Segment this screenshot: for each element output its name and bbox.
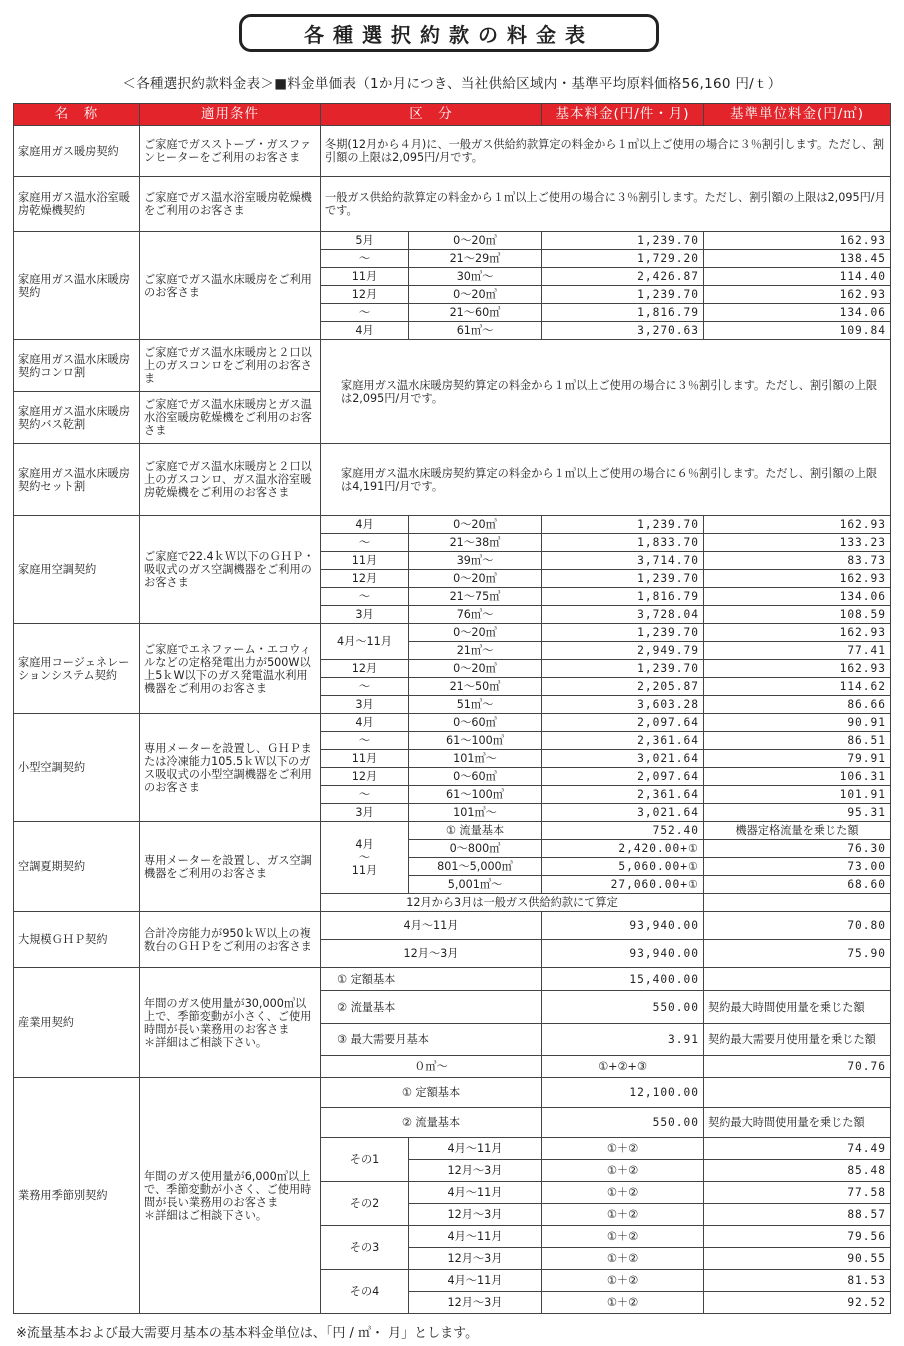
usage-range: 0～20㎥ [409, 516, 542, 534]
unit-fee: 162.93 [704, 232, 891, 250]
base-fee: 93,940.00 [542, 912, 704, 940]
unit-fee: 90.91 [704, 714, 891, 732]
unit-fee: 138.45 [704, 250, 891, 268]
contract-condition: 専用メーターを設置し、ＧＨＰまたは冷凍能力105.5ｋＷ以下のガス吸収式の小型空調機器をご利用のお客さま [140, 714, 321, 822]
table-row [14, 714, 891, 732]
unit-fee: 75.90 [704, 940, 891, 968]
base-fee: 3,021.64 [542, 804, 704, 822]
period-label: 5月 [321, 232, 409, 250]
base-fee: 1,239.70 [542, 232, 704, 250]
usage-range: 0～800㎥ [409, 840, 542, 858]
usage-range: 0～20㎥ [409, 660, 542, 678]
unit-fee: 162.93 [704, 624, 891, 642]
unit-fee: 70.80 [704, 912, 891, 940]
base-fee: ①＋② [542, 1292, 704, 1314]
period-label: 12月 [321, 286, 409, 304]
header-condition: 適用条件 [140, 104, 321, 126]
usage-range: 0～20㎥ [409, 624, 542, 642]
period-label: 4月～11月 [409, 1226, 542, 1248]
unit-fee: 86.51 [704, 732, 891, 750]
contract-name: 家庭用コージェネレーションシステム契約 [14, 624, 140, 714]
unit-fee: 70.76 [704, 1056, 891, 1078]
fee-item: ② 流量基本 [321, 1108, 542, 1138]
contract-name: 家庭用ガス温水床暖房契約バス乾割 [14, 392, 140, 444]
header-unit-fee: 基準単位料金(円/㎥) [704, 104, 891, 126]
base-fee: 1,239.70 [542, 286, 704, 304]
usage-range: 801～5,000㎥ [409, 858, 542, 876]
contract-condition: 合計冷房能力が950ｋＷ以上の複数台のＧＨＰをご利用のお客さま [140, 912, 321, 968]
usage-range: 39㎥～ [409, 552, 542, 570]
base-fee: 3,603.28 [542, 696, 704, 714]
period-label: 11月 [321, 552, 409, 570]
usage-range: 21㎥～ [409, 642, 542, 660]
season-group: その4 [321, 1270, 409, 1314]
period-label: 12月～3月 [409, 1160, 542, 1182]
unit-fee: 74.49 [704, 1138, 891, 1160]
period-label: 4月 [321, 714, 409, 732]
period-label: ～ [321, 732, 409, 750]
contract-condition: ご家庭でガス温水床暖房と２口以上のガスコンロ、ガス温水浴室暖房乾燥機をご利用のお客さま [140, 444, 321, 516]
winter-note: 12月から3月は一般ガス供給約款にて算定 [321, 894, 704, 912]
contract-name: 家庭用空調契約 [14, 516, 140, 624]
fee-item: ② 流量基本 [321, 991, 542, 1024]
contract-condition: ご家庭でエネファーム・エコウィルなどの定格発電出力が500W以上5ｋW以下のガス発電温水利用機器をご利用のお客さま [140, 624, 321, 714]
usage-range: 30㎥～ [409, 268, 542, 286]
unit-fee: 76.30 [704, 840, 891, 858]
period-label: ～ [321, 678, 409, 696]
unit-fee: 契約最大時間使用量を乗じた額 [704, 1108, 891, 1138]
base-fee: 5,060.00+① [542, 858, 704, 876]
table-row [14, 968, 891, 991]
usage-range: 61㎥～ [409, 322, 542, 340]
base-fee: ①＋② [542, 1270, 704, 1292]
unit-fee: 134.06 [704, 304, 891, 322]
empty-cell [704, 894, 891, 912]
period-label: 12月～3月 [409, 1204, 542, 1226]
usage-range: 21～50㎥ [409, 678, 542, 696]
base-fee: ①＋② [542, 1226, 704, 1248]
usage-range: 5,001㎥～ [409, 876, 542, 894]
unit-fee: 77.58 [704, 1182, 891, 1204]
period-end: 11月 [351, 864, 378, 877]
base-fee: ①＋② [542, 1248, 704, 1270]
period-label: ～ [321, 534, 409, 552]
unit-fee: 90.55 [704, 1248, 891, 1270]
header-name: 名 称 [14, 104, 140, 126]
contract-name: 家庭用ガス温水浴室暖房乾燥機契約 [14, 177, 140, 232]
usage-range: 21～60㎥ [409, 304, 542, 322]
contract-note: 家庭用ガス温水床暖房契約算定の料金から１㎥以上ご使用の場合に３％割引します。ただし、割引額の上限は2,095円/月です。 [321, 340, 891, 444]
table-row [14, 624, 891, 642]
unit-fee: 95.31 [704, 804, 891, 822]
unit-fee: 85.48 [704, 1160, 891, 1182]
table-row [14, 912, 891, 940]
usage-range: 101㎥～ [409, 804, 542, 822]
period-sep: ～ [358, 851, 371, 864]
base-fee: 2,420.00+① [542, 840, 704, 858]
period-label: 12月 [321, 570, 409, 588]
contract-condition: ご家庭でガスストーブ・ガスファンヒーターをご利用のお客さま [140, 126, 321, 177]
usage-range: 21～38㎥ [409, 534, 542, 552]
usage-range: ① 流量基本 [409, 822, 542, 840]
table-row [14, 232, 891, 250]
base-fee: 15,400.00 [542, 968, 704, 991]
header-category: 区 分 [321, 104, 542, 126]
unit-fee: 92.52 [704, 1292, 891, 1314]
contract-condition: ご家庭でガス温水浴室暖房乾燥機をご利用のお客さま [140, 177, 321, 232]
period-start: 4月 [355, 838, 374, 851]
contract-name: 小型空調契約 [14, 714, 140, 822]
unit-fee: 79.56 [704, 1226, 891, 1248]
unit-fee: 162.93 [704, 516, 891, 534]
table-row [14, 177, 891, 232]
base-fee: 2,205.87 [542, 678, 704, 696]
base-fee: 2,361.64 [542, 786, 704, 804]
usage-range: ０㎥～ [321, 1056, 542, 1078]
unit-fee: 契約最大時間使用量を乗じた額 [704, 991, 891, 1024]
table-row [14, 340, 891, 392]
contract-name: 大規模ＧＨＰ契約 [14, 912, 140, 968]
base-fee: ①+②+③ [542, 1056, 704, 1078]
unit-fee: 77.41 [704, 642, 891, 660]
unit-fee: 162.93 [704, 286, 891, 304]
table-row [14, 444, 891, 516]
contract-condition: 専用メーターを設置し、ガス空調機器をご利用のお客さま [140, 822, 321, 912]
base-fee: 2,097.64 [542, 714, 704, 732]
unit-fee: 109.84 [704, 322, 891, 340]
base-fee: 1,833.70 [542, 534, 704, 552]
unit-fee [704, 1078, 891, 1108]
contract-name: 家庭用ガス温水床暖房契約 [14, 232, 140, 340]
base-fee: 550.00 [542, 991, 704, 1024]
base-fee: 3,270.63 [542, 322, 704, 340]
table-row [14, 516, 891, 534]
unit-fee: 134.06 [704, 588, 891, 606]
unit-fee: 73.00 [704, 858, 891, 876]
contract-condition: 年間のガス使用量が6,000㎥以上で、季節変動が小さく、ご使用時間が長い業務用のお客さま ＊詳細はご相談下さい。 [140, 1078, 321, 1314]
table-row [14, 126, 891, 177]
unit-fee: 81.53 [704, 1270, 891, 1292]
base-fee: 1,729.20 [542, 250, 704, 268]
base-fee: 2,949.79 [542, 642, 704, 660]
base-fee: 2,097.64 [542, 768, 704, 786]
base-fee: 752.40 [542, 822, 704, 840]
period-label: 12月～3月 [409, 1248, 542, 1270]
contract-note: 冬期(12月から４月)に、一般ガス供給約款算定の料金から１㎥以上ご使用の場合に３％割引します。ただし、割引額の上限は2,095円/月です。 [321, 126, 891, 177]
period-label: 12月 [321, 660, 409, 678]
base-fee: 2,426.87 [542, 268, 704, 286]
base-fee: 3.91 [542, 1024, 704, 1056]
unit-fee: 162.93 [704, 570, 891, 588]
table-header-row [14, 104, 891, 126]
base-fee: ①＋② [542, 1138, 704, 1160]
base-fee: 12,100.00 [542, 1078, 704, 1108]
unit-fee: 86.66 [704, 696, 891, 714]
period-label: ～ [321, 304, 409, 322]
contract-name: 空調夏期契約 [14, 822, 140, 912]
usage-range: 0～20㎥ [409, 286, 542, 304]
base-fee: 2,361.64 [542, 732, 704, 750]
period-label: 4月 [321, 322, 409, 340]
period-label: 11月 [321, 268, 409, 286]
period-label: 3月 [321, 696, 409, 714]
unit-fee [704, 968, 891, 991]
base-fee: 1,239.70 [542, 624, 704, 642]
unit-fee: 108.59 [704, 606, 891, 624]
usage-range: 61～100㎥ [409, 732, 542, 750]
period-label: 4月～11月 [409, 1270, 542, 1292]
fee-item: ① 定額基本 [321, 968, 542, 991]
period-label: 4月～11月 [321, 912, 542, 940]
period-label: ～ [321, 786, 409, 804]
contract-note: 家庭用ガス温水床暖房契約算定の料金から１㎥以上ご使用の場合に６％割引します。ただし、割引額の上限は4,191円/月です。 [321, 444, 891, 516]
unit-fee: 79.91 [704, 750, 891, 768]
unit-fee: 88.57 [704, 1204, 891, 1226]
footnote: ※流量基本および最大需要月基本の基本料金単位は、「円 / ㎥・ 月」とします。 [16, 1326, 479, 1341]
unit-fee: 68.60 [704, 876, 891, 894]
base-fee: 550.00 [542, 1108, 704, 1138]
table-subtitle: ＜各種選択約款料金表＞■料金単価表（1か月につき、当社供給区域内・基準平均原料価格56,160 円/ｔ） [122, 76, 782, 92]
contract-name: 家庭用ガス温水床暖房契約コンロ割 [14, 340, 140, 392]
base-fee: 3,021.64 [542, 750, 704, 768]
header-base-fee: 基本料金(円/件・月) [542, 104, 704, 126]
base-fee: 3,714.70 [542, 552, 704, 570]
fee-item: ③ 最大需要月基本 [321, 1024, 542, 1056]
base-fee: ①＋② [542, 1160, 704, 1182]
season-group: その2 [321, 1182, 409, 1226]
usage-range: 76㎥～ [409, 606, 542, 624]
contract-condition: ご家庭でガス温水床暖房とガス温水浴室暖房乾燥機をご利用のお客さま [140, 392, 321, 444]
base-fee: 1,816.79 [542, 304, 704, 322]
period-label: 3月 [321, 606, 409, 624]
period-label: 12月 [321, 768, 409, 786]
period-label: ～ [321, 250, 409, 268]
base-fee: 27,060.00+① [542, 876, 704, 894]
period-label: 4月 [321, 516, 409, 534]
period-label: 11月 [321, 750, 409, 768]
contract-name: 産業用契約 [14, 968, 140, 1078]
contract-note: 一般ガス供給約款算定の料金から１㎥以上ご使用の場合に３％割引します。ただし、割引額の上限は2,095円/月です。 [321, 177, 891, 232]
usage-range: 61～100㎥ [409, 786, 542, 804]
contract-condition: ご家庭で22.4ｋＷ以下のＧＨＰ・吸収式のガス空調機器をご利用のお客さま [140, 516, 321, 624]
unit-fee: 機器定格流量を乗じた額 [704, 822, 891, 840]
period-label: 12月～3月 [321, 940, 542, 968]
unit-fee: 133.23 [704, 534, 891, 552]
usage-range: 0～20㎥ [409, 232, 542, 250]
unit-fee: 83.73 [704, 552, 891, 570]
usage-range: 21～29㎥ [409, 250, 542, 268]
period-label: 4月～11月 [409, 1182, 542, 1204]
base-fee: 1,239.70 [542, 660, 704, 678]
usage-range: 21～75㎥ [409, 588, 542, 606]
usage-range: 51㎥～ [409, 696, 542, 714]
contract-condition: 年間のガス使用量が30,000㎥以上で、季節変動が小さく、ご使用時間が長い業務用のお客さま ＊詳細はご相談下さい。 [140, 968, 321, 1078]
usage-range: 101㎥～ [409, 750, 542, 768]
table-row [14, 1078, 891, 1108]
base-fee: 1,816.79 [542, 588, 704, 606]
period-label: 4月～11月 [409, 1138, 542, 1160]
base-fee: ①＋② [542, 1204, 704, 1226]
base-fee: 1,239.70 [542, 570, 704, 588]
contract-name: 家庭用ガス温水床暖房契約セット割 [14, 444, 140, 516]
fee-item: ① 定額基本 [321, 1078, 542, 1108]
period-label [321, 822, 409, 894]
base-fee: 93,940.00 [542, 940, 704, 968]
unit-fee: 114.62 [704, 678, 891, 696]
unit-fee: 101.91 [704, 786, 891, 804]
usage-range: 0～60㎥ [409, 768, 542, 786]
base-fee: 1,239.70 [542, 516, 704, 534]
base-fee: ①＋② [542, 1182, 704, 1204]
period-label: ～ [321, 588, 409, 606]
season-group: その1 [321, 1138, 409, 1182]
base-fee: 3,728.04 [542, 606, 704, 624]
usage-range: 0～20㎥ [409, 570, 542, 588]
contract-name: 家庭用ガス暖房契約 [14, 126, 140, 177]
page-title: 各種選択約款の料金表 [239, 14, 659, 52]
rate-table [13, 103, 891, 1314]
unit-fee: 契約最大需要月使用量を乗じた額 [704, 1024, 891, 1056]
period-label: 12月～3月 [409, 1292, 542, 1314]
season-group: その3 [321, 1226, 409, 1270]
period-label: 4月～11月 [321, 624, 409, 660]
contract-name: 業務用季節別契約 [14, 1078, 140, 1314]
contract-condition: ご家庭でガス温水床暖房をご利用のお客さま [140, 232, 321, 340]
unit-fee: 114.40 [704, 268, 891, 286]
contract-condition: ご家庭でガス温水床暖房と２口以上のガスコンロをご利用のお客さま [140, 340, 321, 392]
period-label: 3月 [321, 804, 409, 822]
table-row [14, 822, 891, 840]
usage-range: 0～60㎥ [409, 714, 542, 732]
unit-fee: 106.31 [704, 768, 891, 786]
unit-fee: 162.93 [704, 660, 891, 678]
